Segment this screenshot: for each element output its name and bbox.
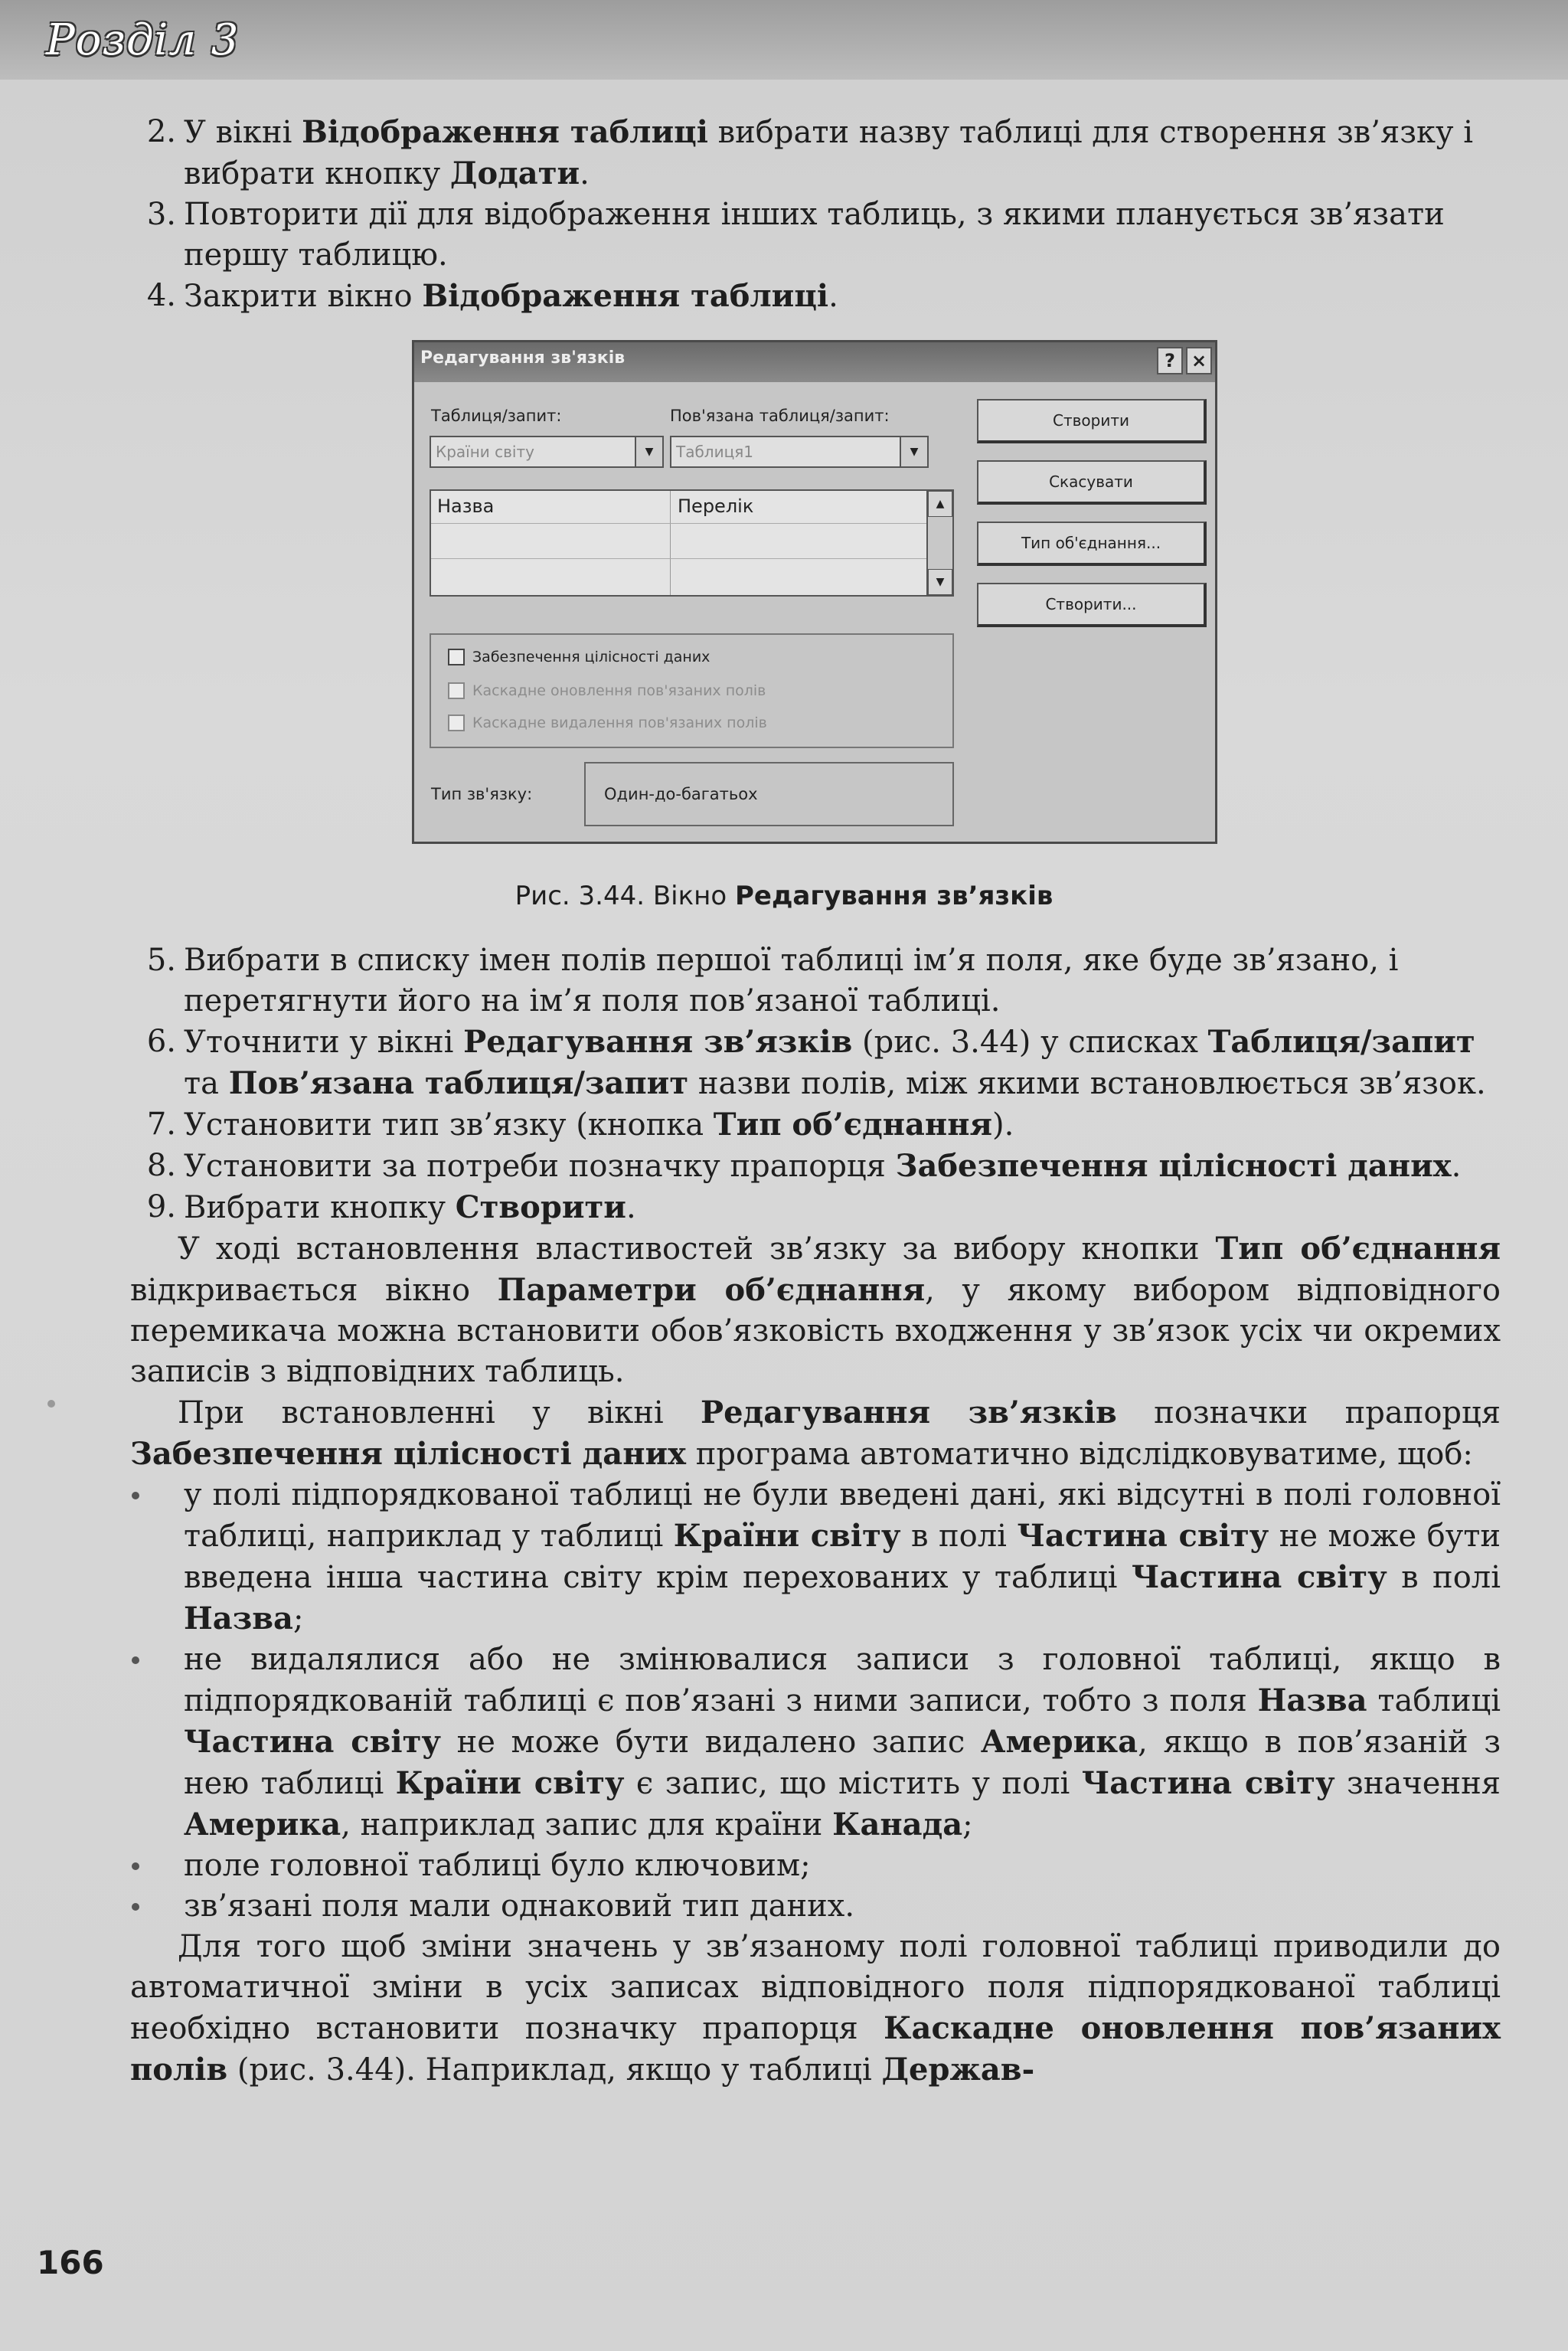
step-item: 2. У вікні Відображення таблиці вибрати назву таблиці для створення зв’язку і вибрати кнопку Додати. xyxy=(146,114,1474,191)
grid-field-right[interactable]: Перелік xyxy=(678,495,754,517)
paragraph: При встановленні у вікні Редагування зв’язків позначки прапорця Забезпечення цілісності даних програма автоматично відслідковуватиме, щоб: xyxy=(130,1395,1501,1472)
related-table-label: Пов'язана таблиця/запит: xyxy=(670,407,890,425)
steps-top xyxy=(130,112,1501,317)
join-type-button[interactable]: Тип об'єднання... xyxy=(977,522,1207,566)
bullet-item: поле головної таблиці було ключовим; xyxy=(130,1846,1501,1886)
relation-type-value: Один-до-багатьох xyxy=(584,762,954,826)
dialog-titlebar xyxy=(414,342,1215,382)
bullet-item: не видалялися або не змінювалися записи з головної таблиці, якщо в підпорядкованій таблиці є пов’язані з ними записи, тобто з поля Назва таблиці Частина світу не може бути видалено запис Америка, якщо в пов’язаній з нею таблиці Країни світу є запис, що містить у полі Частина світу значення Америка, наприклад запис для країни Канада; xyxy=(130,1640,1501,1846)
checkbox-icon xyxy=(448,682,465,699)
dialog-title: Редагування зв'язків xyxy=(420,348,626,368)
bullet-icon xyxy=(132,1903,139,1911)
cancel-button[interactable]: Скасувати xyxy=(977,460,1207,505)
step-item: 3. Повторити дії для відображення інших таблиць, з якими планується зв’язати першу таблицю. xyxy=(146,197,1445,273)
chevron-down-icon: ▼ xyxy=(635,437,662,466)
paragraph: Для того щоб зміни значень у зв’язаному полі головної таблиці приводили до автоматичної зміни в усіх записах відповідного поля підпорядкованої таблиці необхідно встановити позначку прапорця Каскадне оновлення пов’язаних полів (рис. 3.44). Наприклад, якщо у таблиці Держав- xyxy=(130,1929,1501,2088)
close-button[interactable]: × xyxy=(1186,347,1212,374)
grid-field-left[interactable]: Назва xyxy=(437,495,495,517)
page-number: 166 xyxy=(37,2244,104,2281)
scroll-up-icon[interactable]: ▲ xyxy=(928,491,952,517)
header-band xyxy=(0,0,1568,80)
paragraph: У ході встановлення властивостей зв’язку за вибору кнопки Тип об’єднання відкривається вікно Параметри об’єднання, у якому вибором відповідного перемикача можна встановити обов’язковість входження у зв’язок усіх чи окремих записів з відповідних таблиць. xyxy=(130,1231,1501,1389)
bullet-icon xyxy=(132,1492,139,1499)
table-query-combo[interactable]: Країни світу ▼ xyxy=(430,436,664,468)
integrity-options xyxy=(430,633,954,748)
checkbox-icon xyxy=(448,649,465,665)
titlebar-buttons xyxy=(1157,347,1212,374)
step-item: 5. Вибрати в списку імен полів першої таблиці ім’я поля, яке буде зв’язано, і перетягнути його на ім’я поля пов’язаної таблиці. xyxy=(146,943,1399,1019)
create-button[interactable]: Створити xyxy=(977,399,1207,443)
step-item: 8. Установити за потреби позначку прапорця Забезпечення цілісності даних. xyxy=(146,1148,1462,1184)
cascade-update-checkbox[interactable]: Каскадне оновлення пов'язаних полів xyxy=(448,679,766,702)
relation-type-label: Тип зв'язку: xyxy=(431,785,533,803)
figure-caption: Рис. 3.44. Вікно Редагування зв’язків xyxy=(514,881,1054,911)
scroll-down-icon[interactable]: ▼ xyxy=(928,569,952,595)
bullet-item: зв’язані поля мали однаковий тип даних. xyxy=(130,1886,1501,1927)
bullet-icon xyxy=(132,1656,139,1664)
fields-grid[interactable] xyxy=(430,489,954,597)
step-item: 7. Установити тип зв’язку (кнопка Тип об’єднання). xyxy=(146,1107,1014,1143)
bullet-item: у полі підпорядкованої таблиці не були введені дані, які відсутні в полі головної таблиці, наприклад у таблиці Країни світу в полі Частина світу не може бути введена інша частина світу крім перехованих у таблиці Частина світу в полі Назва; xyxy=(130,1475,1501,1640)
help-button[interactable]: ? xyxy=(1157,347,1183,374)
edit-relationships-dialog xyxy=(412,340,1217,844)
step-item: 4. Закрити вікно Відображення таблиці. xyxy=(146,278,838,314)
section-label: Розділ 3 xyxy=(46,15,240,65)
margin-dot xyxy=(47,1400,55,1408)
cascade-delete-checkbox[interactable]: Каскадне видалення пов'язаних полів xyxy=(448,711,767,734)
step-item: 9. Вибрати кнопку Створити. xyxy=(146,1189,636,1225)
related-table-combo[interactable]: Таблиця1 ▼ xyxy=(670,436,929,468)
grid-scrollbar[interactable] xyxy=(926,491,952,595)
checkbox-icon xyxy=(448,714,465,731)
integrity-checkbox[interactable]: Забезпечення цілісності даних xyxy=(448,646,710,669)
bullet-icon xyxy=(132,1862,139,1870)
chevron-down-icon: ▼ xyxy=(900,437,927,466)
body-text xyxy=(130,940,1501,2091)
step-item: 6. Уточнити у вікні Редагування зв’язків (рис. 3.44) у списках Таблиця/запит та Пов’язана таблиця/запит назви полів, між якими встановлюється зв’язок. xyxy=(146,1024,1486,1101)
create-new-button[interactable]: Створити... xyxy=(977,583,1207,627)
table-query-label: Таблиця/запит: xyxy=(431,407,562,425)
